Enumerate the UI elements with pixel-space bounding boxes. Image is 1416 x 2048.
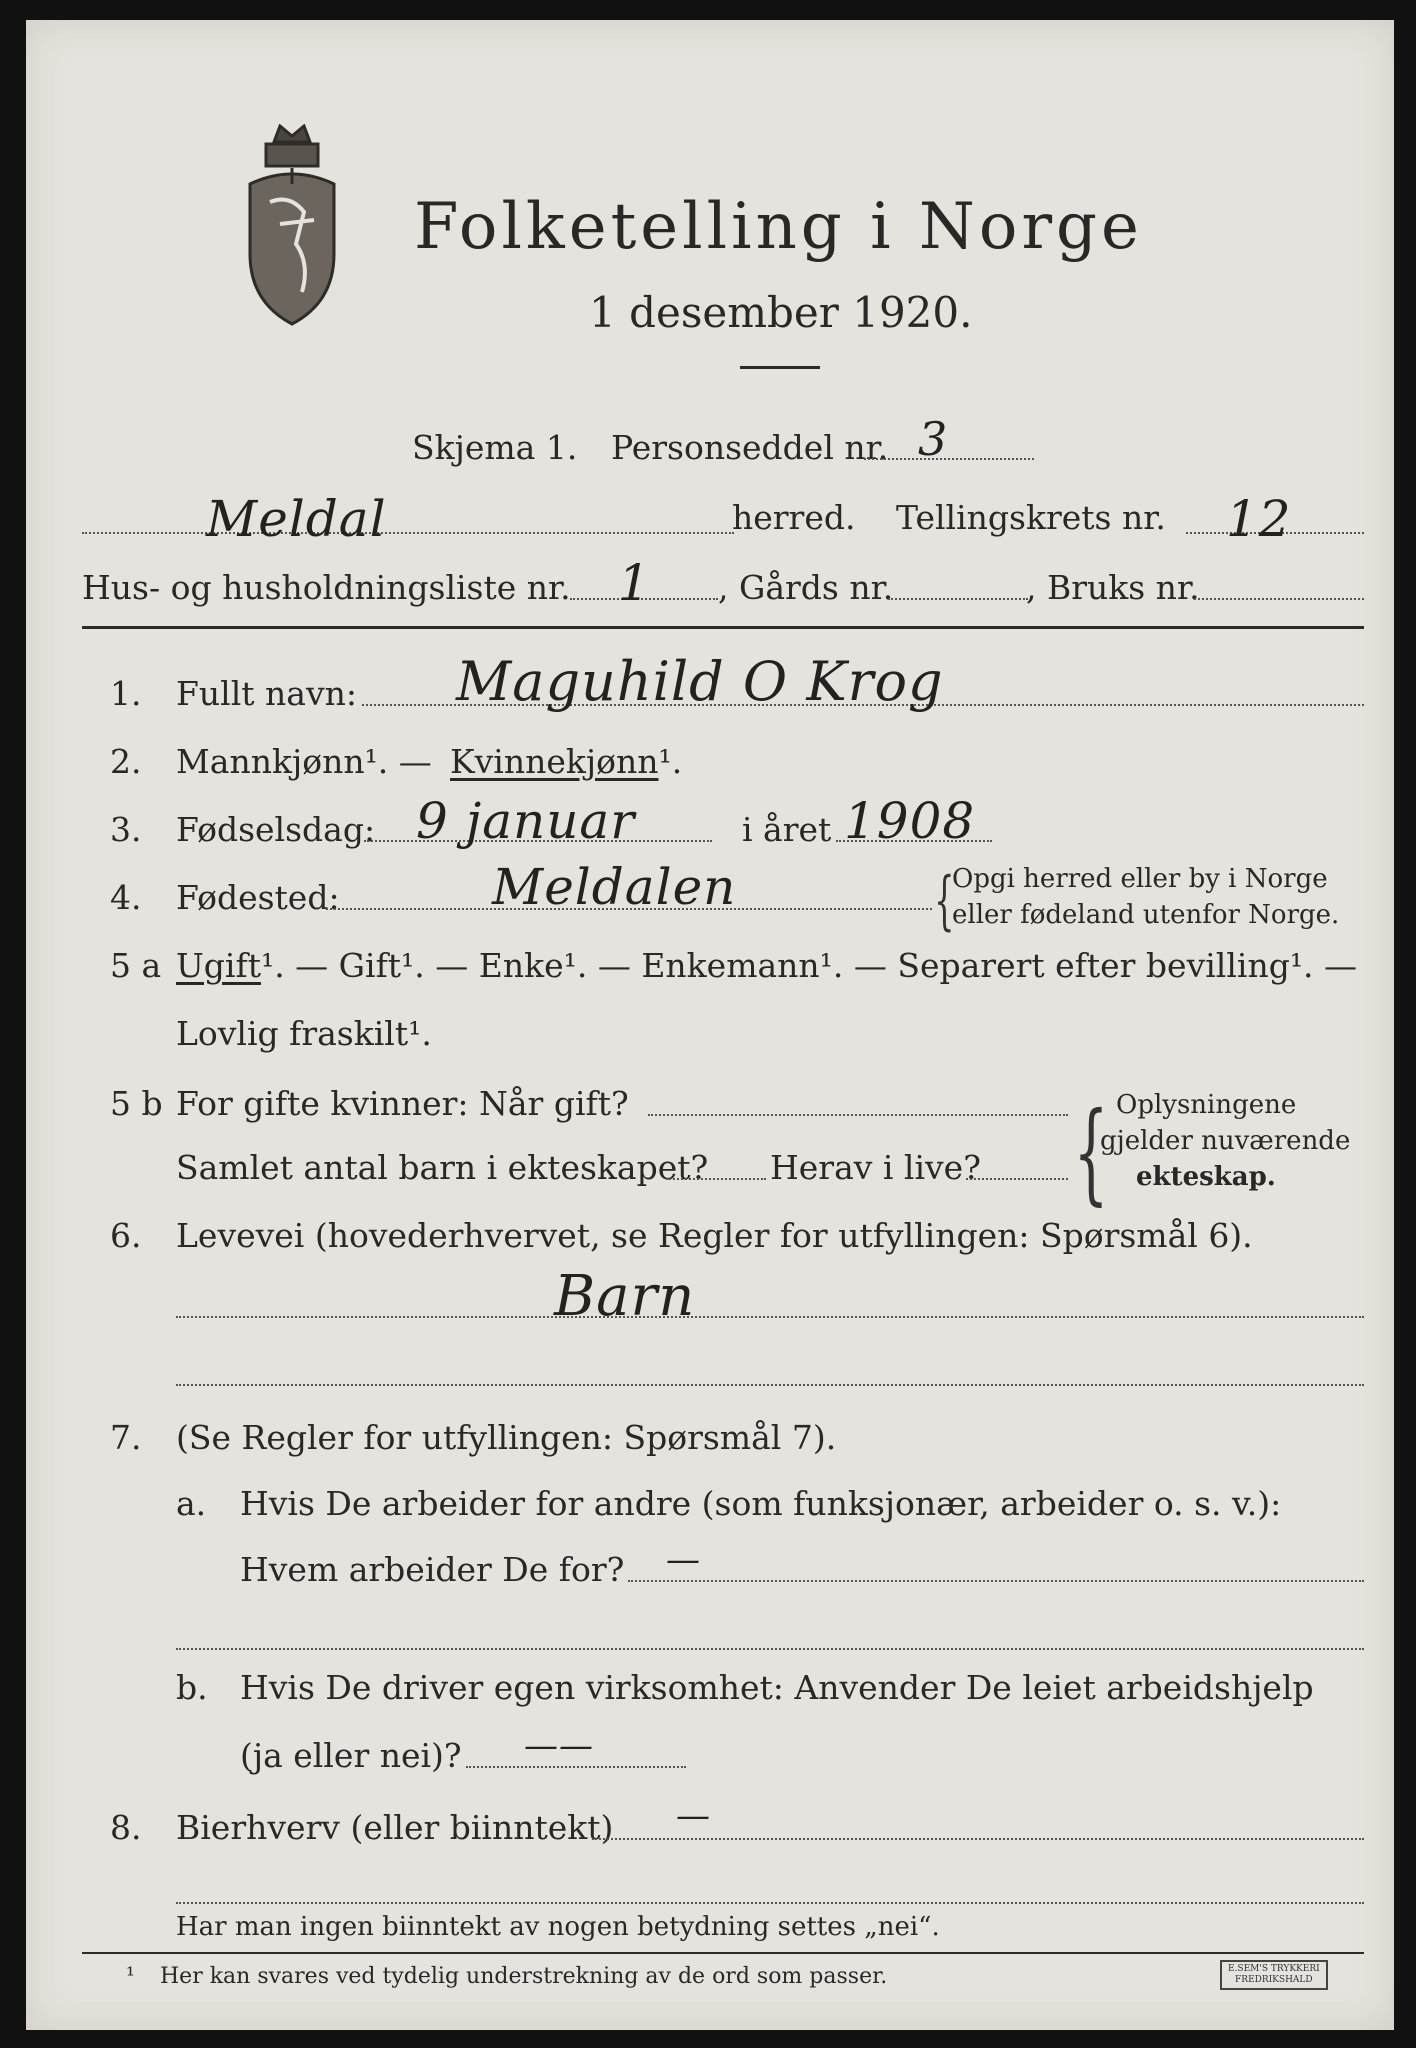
q7b-letter: b. — [176, 1668, 208, 1707]
footer-rule — [82, 1952, 1364, 1954]
q5b-label-2: Samlet antal barn i ekteskapet? — [176, 1148, 709, 1187]
q2-kvinnekjonn-group — [450, 742, 682, 781]
q5b-label-1: For gifte kvinner: Når gift? — [176, 1084, 629, 1123]
skjema-label: Skjema 1. — [412, 428, 578, 467]
footnote-number: ¹ — [126, 1964, 135, 1989]
husliste-value: 1 — [618, 554, 651, 612]
footnote-text: Her kan svares ved tydelig understrekning av de ord som passer. — [160, 1964, 888, 1989]
q4-brace: { — [934, 864, 955, 938]
q8-label: Bierhverv (eller biinntekt) — [176, 1808, 614, 1847]
q2-kvinnekjonn-selected: Kvinnekjønn — [450, 742, 659, 781]
q8-value: — — [676, 1796, 711, 1836]
q5a-line2: Lovlig fraskilt¹. — [176, 1014, 432, 1053]
gards-field-line — [888, 598, 1028, 600]
q1-number: 1. — [110, 674, 142, 713]
q7a-label-2: Hvem arbeider De for? — [240, 1550, 625, 1589]
q8-field-line-1 — [592, 1838, 1364, 1840]
q7b-label-1: Hvis De driver egen virksomhet: Anvender De leiet arbeidshjelp — [240, 1668, 1314, 1707]
q3-number: 3. — [110, 810, 142, 849]
q5b-note-1: Oplysningene — [1116, 1090, 1297, 1120]
husliste-label: Hus- og husholdningsliste nr. — [82, 568, 571, 607]
q7a-letter: a. — [176, 1484, 207, 1523]
q4-label: Fødested: — [176, 878, 340, 917]
q4-note-2: eller fødeland utenfor Norge. — [952, 900, 1340, 930]
header-rule — [82, 626, 1364, 629]
q7b-label-2: (ja eller nei)? — [240, 1736, 462, 1775]
q5b-children-field-line — [666, 1178, 766, 1180]
q5b-note-3: ekteskap. — [1136, 1162, 1276, 1192]
q5b-label-3: Herav i live? — [770, 1148, 981, 1187]
q6-field-line-2 — [176, 1384, 1364, 1386]
q1-label: Fullt navn: — [176, 674, 357, 713]
q7a-label-1: Hvis De arbeider for andre (som funksjonær, arbeider o. s. v.): — [240, 1484, 1282, 1523]
personseddel-label: Personseddel nr. — [611, 428, 889, 467]
footer-note: Har man ingen biinntekt av nogen betydning settes „nei“. — [176, 1912, 940, 1942]
printer-city: FREDRIKSHALD — [1235, 1975, 1313, 1985]
herred-value: Meldal — [206, 490, 387, 548]
q5a-ugift-selected: Ugift — [176, 946, 261, 985]
gards-label: , Gårds nr. — [718, 568, 894, 607]
herred-field-line — [82, 532, 734, 534]
q6-label: Levevei (hovederhvervet, se Regler for utfyllingen: Spørsmål 6). — [176, 1216, 1253, 1255]
title-divider — [740, 366, 820, 369]
q7b-value: —— — [524, 1726, 594, 1766]
q6-occupation-value: Barn — [554, 1264, 696, 1329]
q5b-number: 5 b — [110, 1084, 163, 1123]
q6-number: 6. — [110, 1216, 142, 1255]
form-title: Folketelling i Norge — [414, 190, 1143, 264]
q5a-options — [176, 946, 1357, 985]
q7a-value: — — [666, 1540, 701, 1580]
printer-name: E.SEM'S TRYKKERI — [1228, 1964, 1320, 1974]
bruks-field-line — [1194, 598, 1364, 600]
q3-year-label: i året — [742, 810, 832, 849]
q5b-brace: { — [1073, 1088, 1109, 1216]
q7-number: 7. — [110, 1418, 142, 1457]
coat-of-arms-icon — [244, 124, 340, 334]
q7-label: (Se Regler for utfyllingen: Spørsmål 7). — [176, 1418, 837, 1457]
q2-number: 2. — [110, 742, 142, 781]
personseddel-value: 3 — [918, 412, 949, 466]
tellingskrets-value: 12 — [1226, 490, 1292, 548]
q5a-other-options: ¹. — Gift¹. — Enke¹. — Enkemann¹. — Separert efter bevilling¹. — — [260, 946, 1358, 985]
q7b-field-line — [466, 1766, 686, 1768]
q5b-alive-field-line — [966, 1178, 1068, 1180]
census-form-page — [26, 20, 1394, 2030]
printer-stamp — [1220, 1960, 1328, 1990]
q4-number: 4. — [110, 878, 142, 917]
q8-number: 8. — [110, 1808, 142, 1847]
q7a-field-line-2 — [176, 1648, 1364, 1650]
herred-label: herred. — [732, 498, 856, 537]
q5a-number: 5 a — [110, 946, 162, 985]
q7a-field-line-1 — [628, 1580, 1364, 1582]
bruks-label: , Bruks nr. — [1026, 568, 1200, 607]
q3-label: Fødselsdag: — [176, 810, 376, 849]
q3-birthday-value: 9 januar — [416, 792, 636, 850]
q5b-note-2: gjelder nuværende — [1100, 1126, 1351, 1156]
census-date: 1 desember 1920. — [589, 288, 973, 337]
q4-note-1: Opgi herred eller by i Norge — [952, 864, 1328, 894]
q4-birthplace-value: Meldalen — [492, 858, 737, 916]
q2-footnote-mark: ¹. — [658, 742, 683, 781]
q6-field-line-1 — [176, 1316, 1364, 1318]
q1-full-name-value: Maguhild O Krog — [456, 650, 944, 713]
personseddel-field-line — [864, 458, 1034, 460]
q2-mannkjonn: Mannkjønn¹. — — [176, 742, 432, 781]
tellingskrets-label: Tellingskrets nr. — [896, 498, 1166, 537]
q3-year-value: 1908 — [844, 792, 976, 850]
q8-field-line-2 — [176, 1902, 1364, 1904]
q5b-married-field-line — [648, 1114, 1068, 1116]
